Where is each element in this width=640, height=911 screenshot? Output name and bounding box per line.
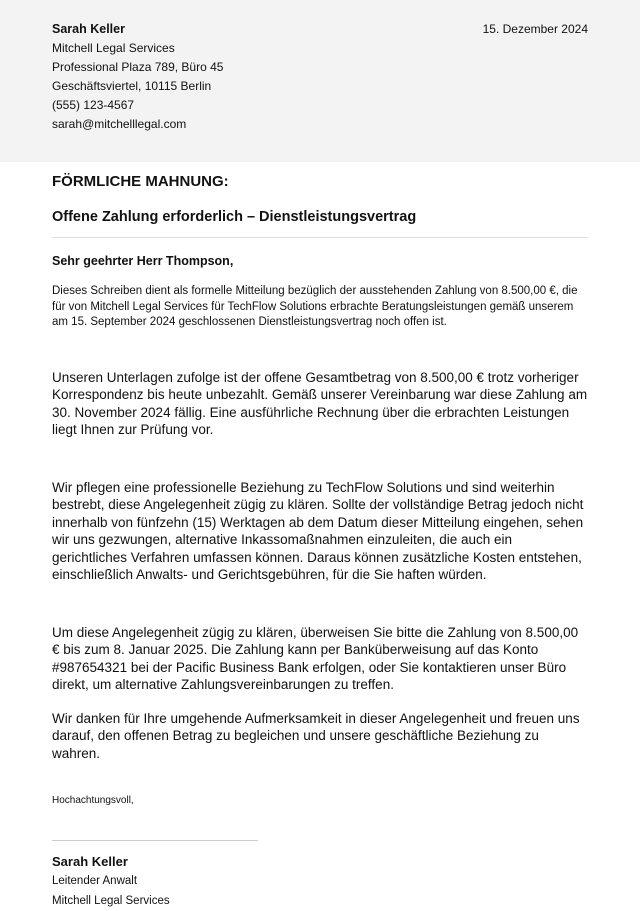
paragraph-2: Wir pflegen eine professionelle Beziehung zu TechFlow Solutions und sind weiterhin bestrebt, diese Angelegenheit zügig zu klären. Sollte der vollständige Betrag jedoch nicht innerhalb von fünfzehn (15) Werktagen ab dem Datum dieser Mitteilung eingehen, sehen wir uns gezwungen, alternative Inkassomaßnahmen einzuleiten, die auch ein gerichtliches Verfahren umfassen können. Daraus können zusätzliche Kosten entstehen, einschließlich Anwalts- und Gerichtsgebühren, für die Sie haften würden. <box>52 479 584 582</box>
letter-date: 15. Dezember 2024 <box>482 22 588 36</box>
sender-address-line-1: Professional Plaza 789, Büro 45 <box>52 60 224 74</box>
sender-phone: (555) 123-4567 <box>52 98 135 112</box>
salutation: Sehr geehrter Herr Thompson, <box>52 254 234 268</box>
intro-paragraph: Dieses Schreiben dient als formelle Mitteilung bezüglich der ausstehenden Zahlung von 8.500,00 €, die für von Mitchell Legal Services für TechFlow Solutions erbrachte Beratungsleistungen gemäß unserem am 15. September 2024 geschlossenen Dienstleistungsvertrag noch offen ist. <box>52 285 578 328</box>
paragraph-1: Unseren Unterlagen zufolge ist der offene Gesamtbetrag von 8.500,00 € trotz vorheriger Korrespondenz bis heute unbezahlt. Gemäß unserer Vereinbarung war diese Zahlung am 30. November 2024 fällig. Eine ausführliche Rechnung über die erbrachten Leistungen liegt Ihnen zur Prüfung vor. <box>52 369 588 437</box>
signature-title: Leitender Anwalt <box>52 875 138 887</box>
signature-name: Sarah Keller <box>52 854 128 869</box>
signature-company: Mitchell Legal Services <box>52 895 170 907</box>
signature-line <box>52 840 258 841</box>
subject-title: FÖRMLICHE MAHNUNG: <box>52 173 229 190</box>
letter-body <box>0 172 640 911</box>
paragraph-4: Wir danken für Ihre umgehende Aufmerksamkeit in dieser Angelegenheit und freuen uns darauf, den offenen Betrag zu begleichen und unsere geschäftliche Beziehung zu wahren. <box>52 710 580 761</box>
paragraph-3: Um diese Angelegenheit zügig zu klären, überweisen Sie bitte die Zahlung von 8.500,00 € bis zum 8. Januar 2025. Die Zahlung kann per Banküberweisung auf das Konto #987654321 bei der Pacific Business Bank erfolgen, oder Sie kontaktieren unser Büro direkt, um alternative Zahlungsvereinbarungen zu treffen. <box>52 624 579 692</box>
sender-name: Sarah Keller <box>52 22 125 36</box>
closing: Hochachtungsvoll, <box>52 795 134 806</box>
sender-email: sarah@mitchelllegal.com <box>52 117 187 131</box>
sender-address-line-2: Geschäftsviertel, 10115 Berlin <box>52 79 212 93</box>
letterhead <box>0 0 640 162</box>
subject-line: Offene Zahlung erforderlich – Dienstleistungsvertrag <box>52 207 588 238</box>
sender-company: Mitchell Legal Services <box>52 41 175 55</box>
sender-block <box>52 20 223 134</box>
